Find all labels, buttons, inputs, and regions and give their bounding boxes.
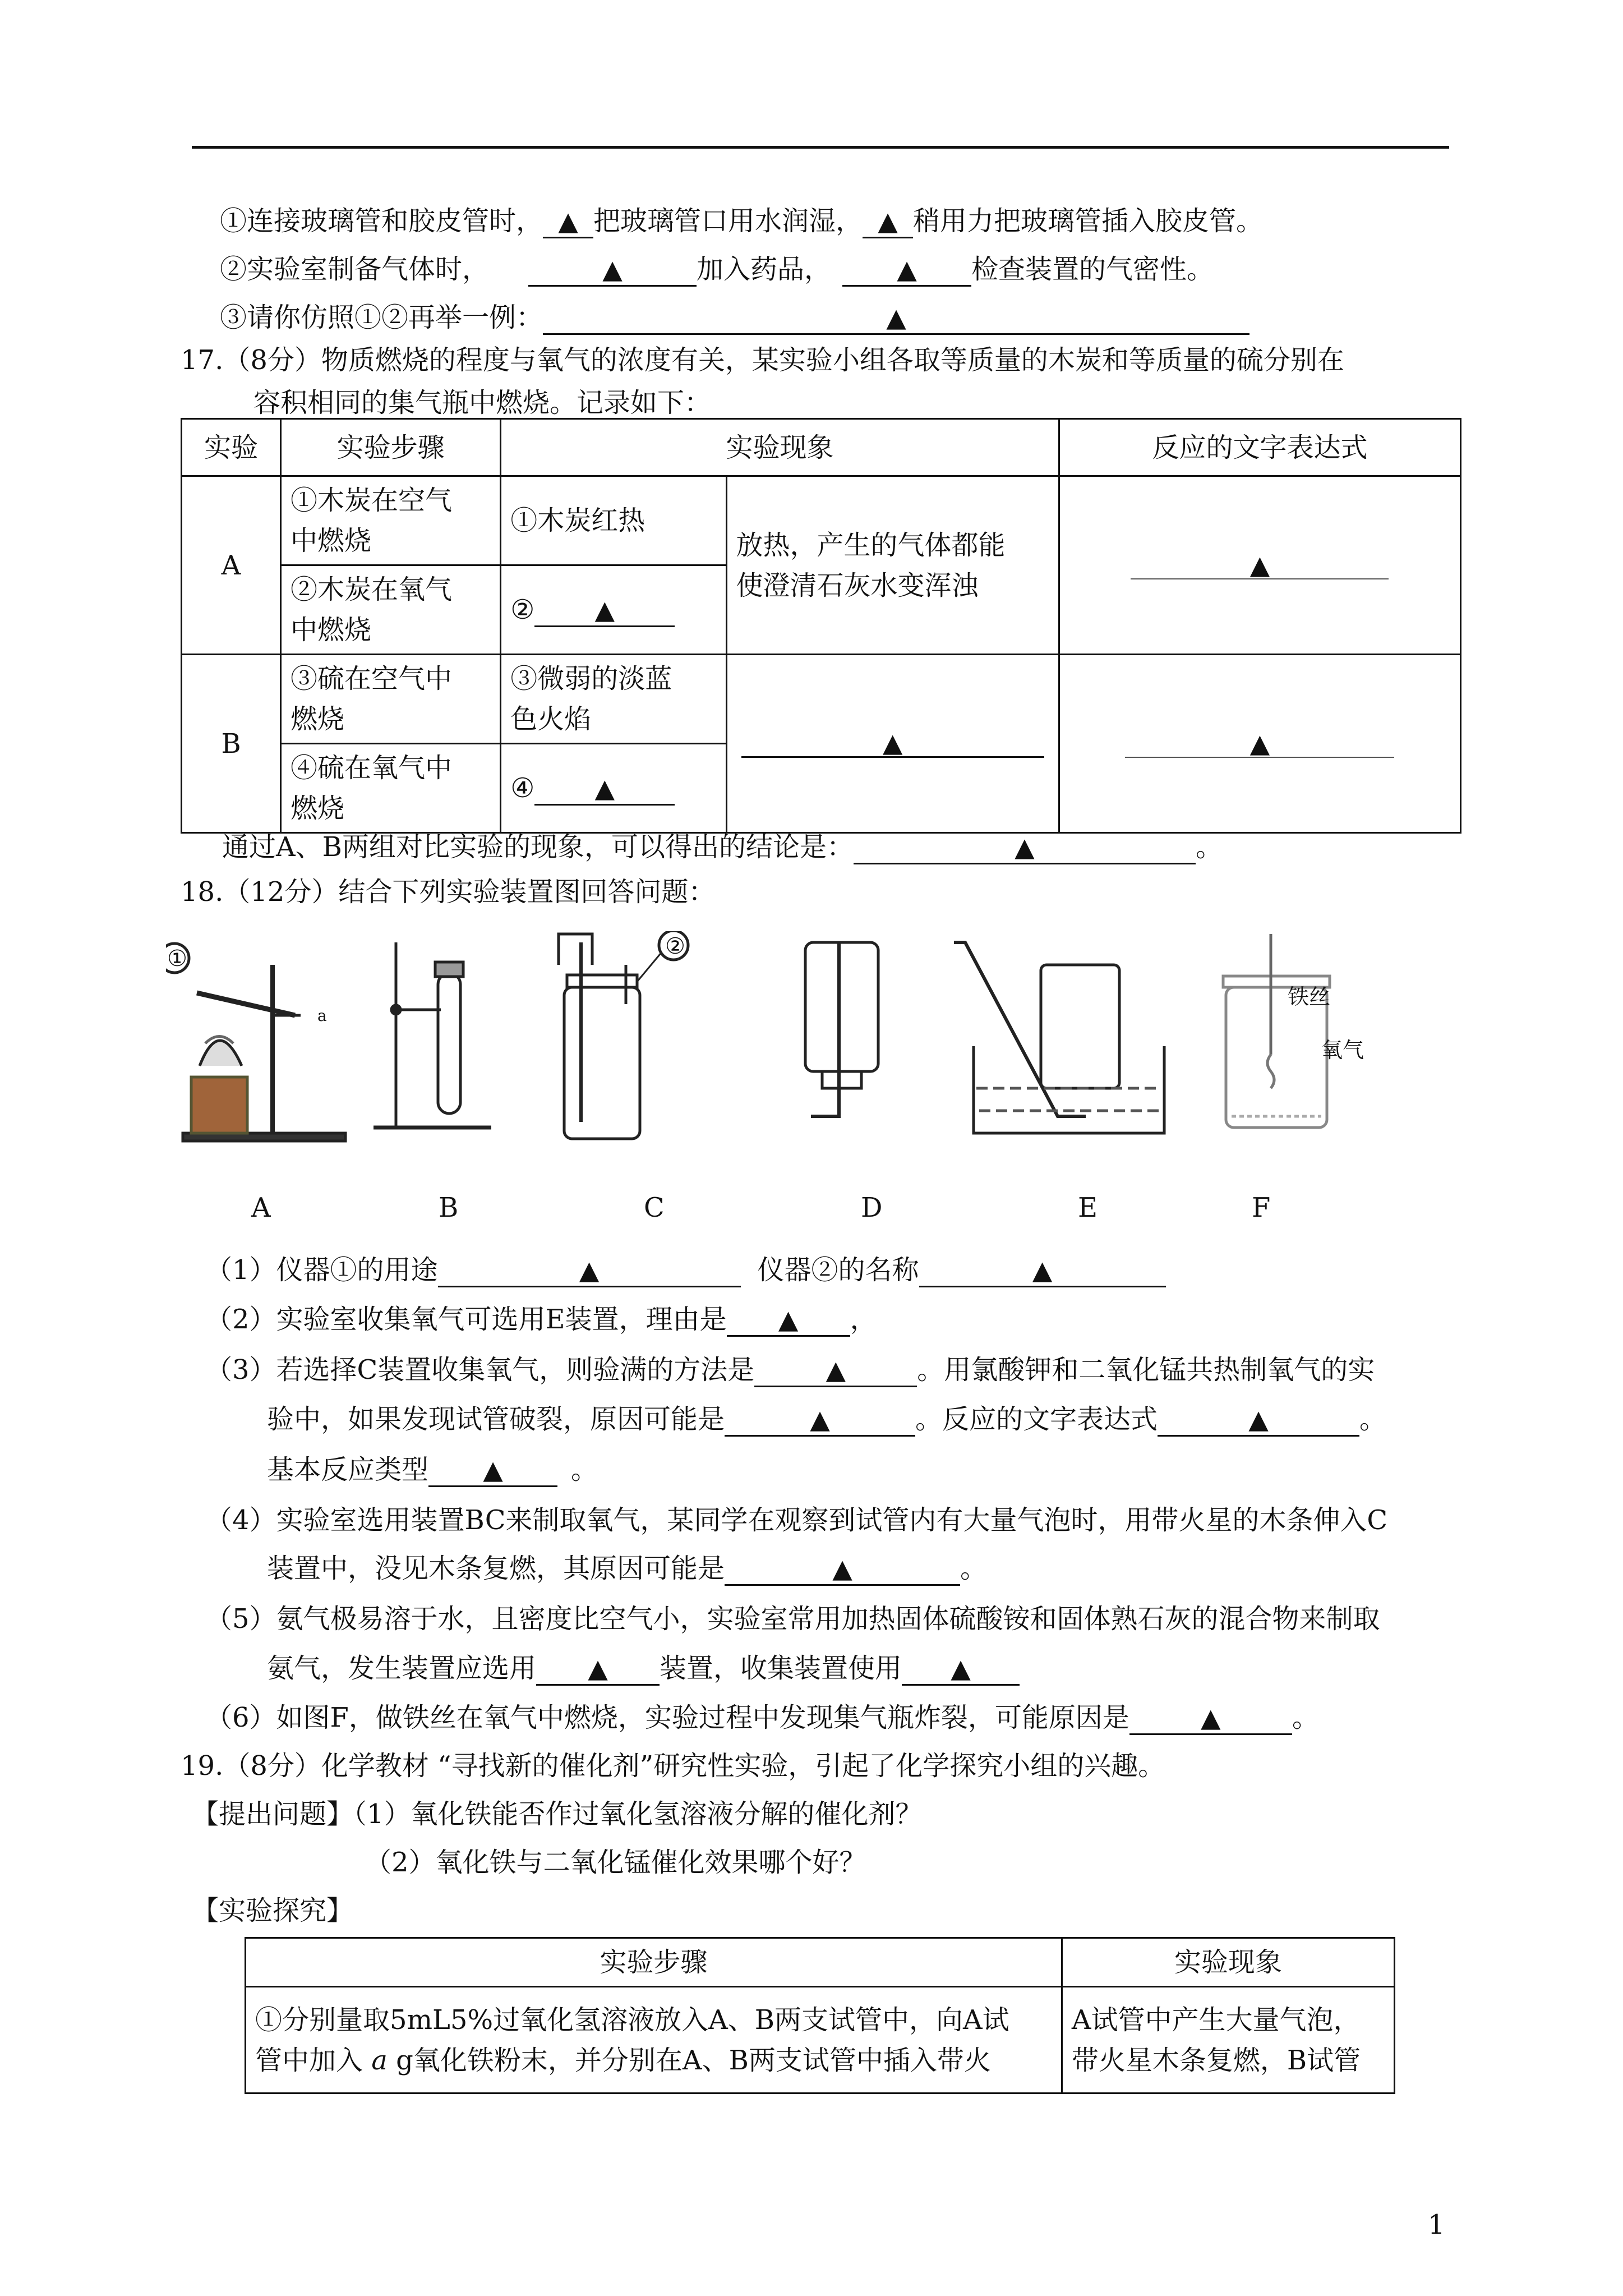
table-header: 实验步骤 (246, 1938, 1062, 1987)
answer-blank[interactable]: ▲ (842, 254, 971, 287)
header-rule (192, 146, 1449, 149)
answer-blank[interactable]: ▲ (902, 1653, 1020, 1686)
answer-blank[interactable]: ▲ (854, 831, 1196, 864)
apparatus-figures (166, 931, 1456, 1156)
answer-blank[interactable]: ▲ (1129, 1702, 1292, 1735)
phenomenon-b-blank[interactable]: ▲ (726, 655, 1059, 833)
q17-table (181, 418, 1461, 834)
phenomenon-a-shared: 放热，产生的气体都能 使澄清石灰水变浑浊 (726, 476, 1059, 655)
q18-p5-line1: （5）氨气极易溶于水，且密度比空气小，实验室常用加热固体硫酸铵和固体熟石灰的混合物来制取 (205, 1603, 1380, 1635)
phenomenon-a2[interactable]: ② ▲ (501, 565, 726, 655)
step-b4: ④硫在氧气中 燃烧 (281, 744, 501, 833)
q19-ask1: 【提出问题】（1）氧化铁能否作过氧化氢溶液分解的催化剂？ (192, 1798, 923, 1830)
phenomenon-b4[interactable]: ④ ▲ (501, 744, 726, 833)
answer-blank[interactable]: ▲ (919, 1254, 1166, 1287)
phenomenon-a1: ①木炭红热 (501, 476, 726, 565)
step-b3: ③硫在空气中 燃烧 (281, 655, 501, 744)
page-number: 1 (1428, 2209, 1445, 2240)
q18-p3-line2: 验中，如果发现试管破裂，原因可能是 ▲ 。反应的文字表达式 ▲ 。 (267, 1402, 1386, 1437)
answer-blank[interactable]: ▲ (863, 205, 913, 238)
q18-p3-line3: 基本反应类型 ▲ 。 (267, 1453, 598, 1487)
apparatus-e-icon (954, 942, 1164, 1133)
fig-label-f: F (1252, 1192, 1271, 1223)
expression-a-blank[interactable]: ▲ (1059, 476, 1460, 655)
fig-label-b: B (439, 1192, 459, 1223)
answer-blank[interactable]: ▲ (1158, 1404, 1359, 1437)
table-header: 实验现象 (1062, 1938, 1394, 1987)
answer-blank[interactable]: ▲ (438, 1254, 741, 1287)
fig-mark-a: a (317, 1006, 327, 1025)
q19-phenomenon1: A试管中产生大量气泡， 带火星木条复燃，B试管 (1062, 1987, 1394, 2093)
answer-blank[interactable]: ▲ (727, 1304, 850, 1337)
apparatus-f-icon (1223, 934, 1330, 1128)
answer-blank[interactable]: ▲ (428, 1454, 557, 1487)
answer-blank[interactable]: ▲ (754, 1354, 917, 1387)
q18-p1: （1）仪器①的用途 ▲ 仪器②的名称 ▲ (205, 1253, 1166, 1287)
q19-ask2: （2）氧化铁与二氧化锰催化效果哪个好？ (365, 1847, 866, 1878)
q16-item1: ①连接玻璃管和胶皮管时， ▲ 把玻璃管口用水润湿， ▲ 稍用力把玻璃管插入胶皮管。 (220, 204, 1263, 238)
q18-p3-line1: （3）若选择C装置收集氧气，则验满的方法是 ▲ 。用氯酸钾和二氧化锰共热制氧气的实 (205, 1353, 1375, 1387)
q17-stem-line2: 容积相同的集气瓶中燃烧。记录如下： (253, 387, 712, 418)
apparatus-c-icon (559, 931, 688, 1139)
table-header: 实验步骤 (281, 419, 501, 476)
group-a-label: A (182, 476, 281, 655)
q19-step1: ①分别量取5mL5%过氧化氢溶液放入A、B两支试管中，向A试 管中加入 a g氧化铁粉末，并分别在A、B两支试管中插入带火 (246, 1987, 1062, 2093)
apparatus-d-icon (805, 942, 878, 1116)
table-header: 实验 (182, 419, 281, 476)
q19-stem: 19.（8分）化学教材 “寻找新的催化剂”研究性实验，引起了化学探究小组的兴趣。 (181, 1750, 1165, 1782)
apparatus-b-icon (374, 942, 491, 1128)
q18-p2: （2）实验室收集氧气可选用E装置，理由是 ▲ ， (205, 1303, 877, 1337)
group-b-label: B (182, 655, 281, 833)
q18-p6: （6）如图F，做铁丝在氧气中燃烧，实验过程中发现集气瓶炸裂，可能原因是 ▲ 。 (205, 1701, 1319, 1735)
fig-label-d: D (861, 1192, 883, 1223)
step-a1: ①木炭在空气 中燃烧 (281, 476, 501, 565)
answer-blank[interactable]: ▲ (536, 1653, 660, 1686)
fig-mark-one: ① (167, 946, 187, 972)
expression-b-blank[interactable]: ▲ (1059, 655, 1460, 833)
q18-p5-line2: 氨气，发生装置应选用 ▲ 装置，收集装置使用 ▲ (267, 1651, 1020, 1686)
q16-item3: ③请你仿照①②再举一例： ▲ (220, 301, 1249, 335)
answer-blank[interactable]: ▲ (543, 302, 1249, 335)
answer-blank[interactable]: ▲ (725, 1404, 915, 1437)
q17-conclusion: 通过A、B两组对比实验的现象，可以得出的结论是： ▲ 。 (222, 830, 1223, 864)
fig-label-oxygen: 氧气 (1321, 1038, 1364, 1062)
fig-label-iron-wire: 铁丝 (1288, 984, 1331, 1009)
fig-label-c: C (644, 1192, 665, 1223)
q18-p4-line2: 装置中，没见木条复燃，其原因可能是 ▲ 。 (267, 1552, 987, 1586)
q18-stem: 18.（12分）结合下列实验装置图回答问题： (181, 876, 716, 908)
q19-explore-label: 【实验探究】 (192, 1895, 354, 1926)
fig-label-a: A (251, 1192, 271, 1223)
fig-mark-two: ② (665, 933, 685, 959)
answer-blank[interactable]: ▲ (528, 254, 697, 287)
phenomenon-b3: ③微弱的淡蓝 色火焰 (501, 655, 726, 744)
table-header: 实验现象 (501, 419, 1059, 476)
q19-table (245, 1937, 1395, 2094)
q18-p4-line1: （4）实验室选用装置BC来制取氧气，某同学在观察到试管内有大量气泡时，用带火星的木条伸入C (205, 1504, 1388, 1536)
q16-item2: ②实验室制备气体时， ▲ 加入药品， ▲ 检查装置的气密性。 (220, 252, 1214, 287)
apparatus-a-icon (166, 944, 345, 1141)
step-a2: ②木炭在氧气 中燃烧 (281, 565, 501, 655)
answer-blank[interactable]: ▲ (543, 205, 593, 238)
q17-stem-line1: 17.（8分）物质燃烧的程度与氧气的浓度有关，某实验小组各取等质量的木炭和等质量的硫分别在 (181, 344, 1344, 376)
fig-label-e: E (1078, 1192, 1098, 1223)
table-header: 反应的文字表达式 (1059, 419, 1460, 476)
answer-blank[interactable]: ▲ (725, 1553, 960, 1586)
